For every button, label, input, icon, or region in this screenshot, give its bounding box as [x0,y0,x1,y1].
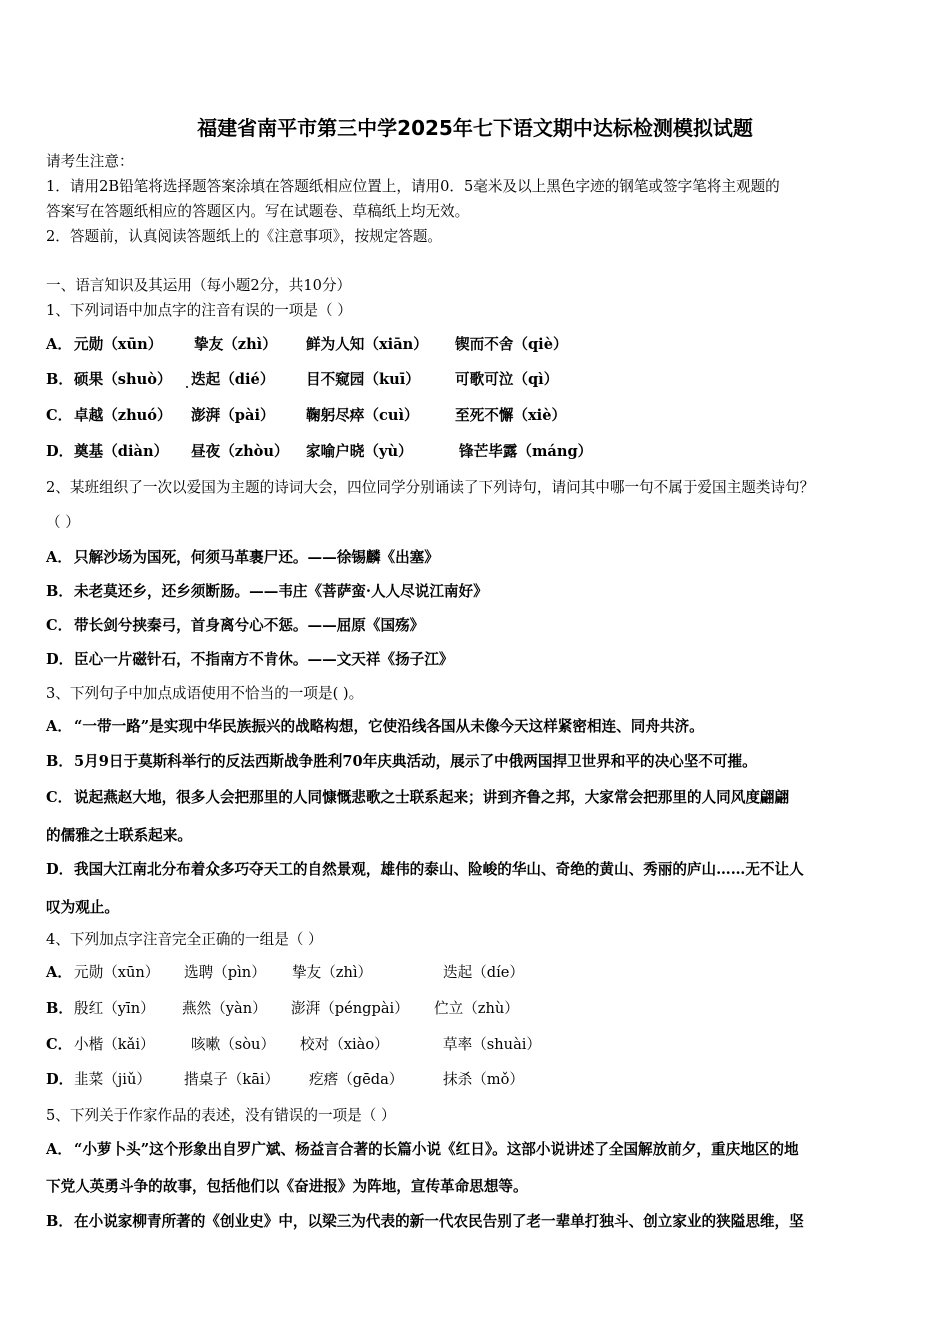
q2-option-b [46,582,488,602]
q4-option-a [46,963,74,983]
q3-option-c-line-2: 的儒雅之士联系起来。 [46,827,192,844]
q4-b-item-3: 澎湃（péngpài） [291,1000,409,1017]
q2-option-d [46,650,453,670]
section-heading: 一、语言知识及其运用（每小题2分，共10分） [46,277,352,294]
q3-option-d-line-2: 叹为观止。 [46,899,119,916]
q3-option-b [46,752,757,772]
q1-a-item-2: 挚友（zhì） [194,336,277,353]
notice-item-2: 2．答题前，认真阅读答题纸上的《注意事项》，按规定答题。 [46,228,443,245]
q1-c-item-3: 鞠躬尽瘁（cuì） [306,407,419,424]
option-text: 我国大江南北分布着众多巧夺天工的自然景观，雄伟的泰山、险峻的华山、奇绝的黄山、秀丽的庐山……无不让人 [74,861,804,878]
q1-option-c [46,406,74,426]
q1-stem: 1、下列词语中加点字的注音有误的一项是（ ） [46,302,352,319]
q2-option-c [46,616,424,636]
option-letter: A． [46,718,72,735]
option-letter: C． [46,617,73,634]
q4-option-d [46,1070,74,1090]
q1-c-item-1: 卓越（zhuó） [74,407,172,424]
q5-option-b [46,1212,804,1232]
notice-item-1-line-1: 1．请用2B铅笔将选择题答案涂填在答题纸相应位置上，请用0．5毫米及以上黑色字迹的钢笔或签字笔将主观题的 [46,178,780,195]
option-letter: D． [46,651,74,668]
option-letter: C． [46,789,73,806]
q4-option-b [46,999,74,1019]
option-text: “一带一路”是实现中华民族振兴的战略构想，它使沿线各国从未像今天这样紧密相连、同舟共济。 [74,718,704,735]
option-letter: C． [46,1036,73,1053]
q1-b-item-1: 硕果（shuò） [74,371,172,388]
option-text: 带长剑兮挟秦弓，首身离兮心不惩。——屈原《国殇》 [74,617,425,634]
option-letter: B． [46,1000,73,1017]
q5-option-a-line-2: 下党人英勇斗争的故事，包括他们以《奋进报》为阵地，宣传革命思想等。 [46,1178,528,1195]
q4-a-item-2: 选聘（pìn） [184,964,266,981]
option-letter: A． [46,1141,72,1158]
q3-stem: 3、下列句子中加点成语使用不恰当的一项是( )。 [46,685,364,702]
q2-stem-line-2: （ ） [46,514,80,531]
q5-stem: 5、下列关于作家作品的表述，没有错误的一项是（ ） [46,1107,396,1124]
q1-a-item-3: 鲜为人知（xiān） [306,336,428,353]
option-letter: A． [46,549,72,566]
q1-c-item-2: 澎湃（pài） [191,407,275,424]
q4-d-item-1: 韭菜（jiǔ） [74,1071,151,1088]
q4-d-item-4: 抹杀（mǒ） [443,1071,524,1088]
page-title: 福建省南平市第三中学2025年七下语文期中达标检测模拟试题 [197,116,753,140]
option-letter: D． [46,443,74,460]
option-letter: B． [46,753,73,770]
q4-b-item-4: 伫立（zhù） [434,1000,519,1017]
q4-b-item-2: 燕然（yàn） [182,1000,267,1017]
q3-option-c [46,788,789,808]
q1-option-a [46,335,74,355]
q4-c-item-4: 草率（shuài） [443,1036,542,1053]
option-letter: B． [46,583,73,600]
q4-stem: 4、下列加点字注音完全正确的一组是（ ） [46,931,323,948]
option-text: 未老莫还乡，还乡须断肠。——韦庄《菩萨蛮·人人尽说江南好》 [74,583,488,600]
q3-option-d [46,860,804,880]
q4-a-item-4: 迭起（díe） [443,964,525,981]
option-text: 说起燕赵大地，很多人会把那里的人同慷慨悲歌之士联系起来；讲到齐鲁之邦，大家常会把那里的人同风度翩翩 [74,789,790,806]
q1-d-item-3: 家喻户晓（yù） [306,443,413,460]
option-letter: A． [46,336,72,353]
q4-a-item-3: 挚友（zhì） [292,964,373,981]
option-letter: B． [46,371,73,388]
q5-option-a [46,1140,799,1160]
q1-d-item-2: 昼夜（zhòu） [191,443,289,460]
notice-heading: 请考生注意： [46,153,134,170]
q1-a-item-1: 元勋（xūn） [74,336,163,353]
notice-item-1-line-2: 答案写在答题纸相应的答题区内。写在试题卷、草稿纸上均无效。 [46,203,470,220]
q4-d-item-3: 疙瘩（gēda） [309,1071,404,1088]
q1-a-item-4: 锲而不舍（qiè） [455,336,568,353]
q4-a-item-1: 元勋（xūn） [74,964,160,981]
q1-b-item-2: 迭起（dié） [191,371,275,388]
q1-b-item-3: 目不窥园（kuī） [306,371,420,388]
q4-b-item-1: 殷红（yīn） [74,1000,155,1017]
option-text: 在小说家柳青所著的《创业史》中，以梁三为代表的新一代农民告别了老一辈单打独斗、创立家业的狭隘思维，坚 [74,1213,804,1230]
emphasis-dot [186,386,188,388]
q2-stem-line-1: 2、某班组织了一次以爱国为主题的诗词大会，四位同学分别诵读了下列诗句，请问其中哪一句不属于爱国主题类诗句？ [46,479,815,496]
q1-option-d [46,442,74,462]
q4-c-item-1: 小楷（kǎi） [74,1036,155,1053]
option-letter: A． [46,964,72,981]
q4-d-item-2: 揩桌子（kāi） [184,1071,280,1088]
option-letter: D． [46,1071,74,1088]
option-text: “小萝卜头”这个形象出自罗广斌、杨益言合著的长篇小说《红日》。这部小说讲述了全国解放前夕，重庆地区的地 [74,1141,799,1158]
q1-option-b [46,370,74,390]
option-text: 只解沙场为国死，何须马革裹尸还。——徐锡麟《出塞》 [74,549,439,566]
option-text: 5月9日于莫斯科举行的反法西斯战争胜利70年庆典活动，展示了中俄两国捍卫世界和平的决心坚不可摧。 [74,753,757,770]
option-letter: B． [46,1213,73,1230]
option-letter: C． [46,407,73,424]
q1-d-item-4: 锋芒毕露（máng） [459,443,593,460]
q4-c-item-2: 咳嗽（sòu） [191,1036,276,1053]
option-text: 臣心一片磁针石，不指南方不肯休。——文天祥《扬子江》 [74,651,454,668]
q1-c-item-4: 至死不懈（xiè） [455,407,567,424]
q2-option-a [46,548,439,568]
q1-b-item-4: 可歌可泣（qì） [455,371,559,388]
q4-option-c [46,1035,74,1055]
q3-option-a [46,717,704,737]
option-letter: D． [46,861,74,878]
q4-c-item-3: 校对（xiào） [300,1036,389,1053]
q1-d-item-1: 奠基（diàn） [74,443,169,460]
